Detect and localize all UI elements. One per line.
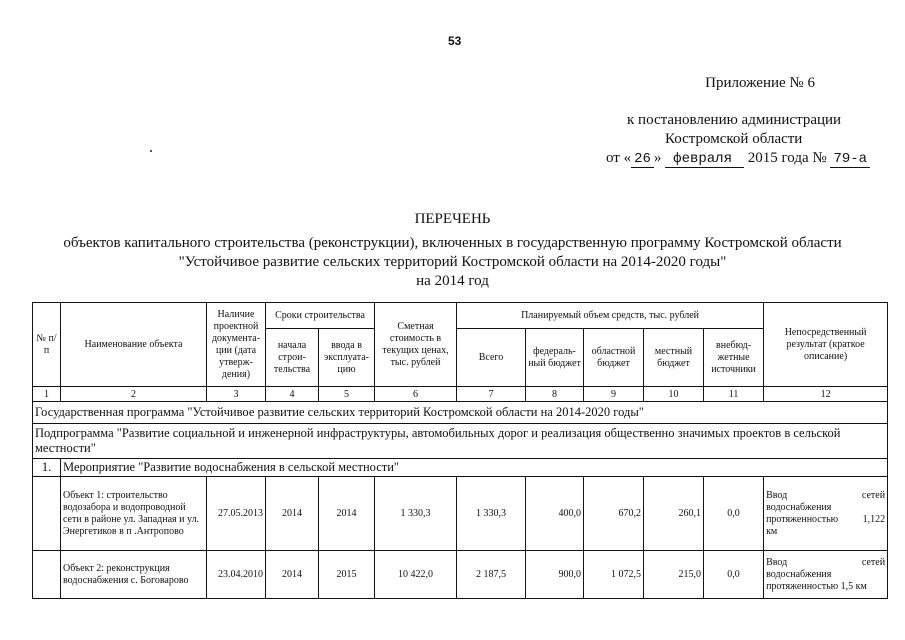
object-end: 2015 xyxy=(319,551,375,599)
object-result xyxy=(764,477,888,551)
object-cost: 10 422,0 xyxy=(375,551,457,599)
result-word: водоснабжения xyxy=(766,501,832,513)
col-number: 1 xyxy=(33,387,61,402)
header-result: Непосредственный результат (краткое описание) xyxy=(764,303,888,387)
object-extra: 0,0 xyxy=(704,551,764,599)
object-regional: 670,2 xyxy=(584,477,644,551)
result-word: 1,122 xyxy=(862,513,886,525)
table-row xyxy=(33,477,888,551)
object-doc-date: 23.04.2010 xyxy=(207,551,266,599)
date-month: февраля xyxy=(665,152,744,168)
date-mid: » xyxy=(653,150,662,166)
table-row xyxy=(33,551,888,599)
col-number: 7 xyxy=(457,387,526,402)
object-number xyxy=(33,477,61,551)
appendix-line-2: Костромской области xyxy=(665,131,803,147)
col-number: 6 xyxy=(375,387,457,402)
header-term-end: ввода в эксплуата-цию xyxy=(319,329,375,387)
header-regional: областной бюджет xyxy=(584,329,644,387)
program-row: Государственная программа "Устойчивое развитие сельских территорий Костромской области на 2014-2020 годы" xyxy=(33,402,888,424)
header-extra: внебюд-жетные источники xyxy=(704,329,764,387)
appendix-line-1: к постановлению администрации xyxy=(627,112,842,128)
result-word: км xyxy=(766,525,778,537)
result-word: сетей xyxy=(861,556,886,568)
result-word: Ввод xyxy=(766,489,788,501)
document-subtitle-2: "Устойчивое развитие сельских территорий Костромской области на 2014-2020 годы" xyxy=(178,254,727,270)
header-term-start: начала строи-тельства xyxy=(266,329,319,387)
measure-number: 1. xyxy=(33,459,61,477)
object-federal: 400,0 xyxy=(526,477,584,551)
object-federal: 900,0 xyxy=(526,551,584,599)
date-day: 26 xyxy=(631,152,654,168)
object-cost: 1 330,3 xyxy=(375,477,457,551)
object-number xyxy=(33,551,61,599)
object-start: 2014 xyxy=(266,551,319,599)
header-total: Всего xyxy=(457,329,526,387)
result-word: протяженностью xyxy=(766,513,839,525)
header-no: № п/п xyxy=(33,303,61,387)
result-word: сетей xyxy=(861,489,886,501)
document-subtitle-3: на 2014 год xyxy=(416,273,489,289)
object-name: Объект 2: реконструкция водоснабжения с. Боговарово xyxy=(61,551,207,599)
appendix-date-line xyxy=(606,150,870,168)
col-number: 4 xyxy=(266,387,319,402)
col-number: 5 xyxy=(319,387,375,402)
objects-table xyxy=(32,302,888,599)
col-number: 3 xyxy=(207,387,266,402)
date-prefix: от « xyxy=(606,150,632,166)
col-number: 10 xyxy=(644,387,704,402)
col-number: 9 xyxy=(584,387,644,402)
document-title: ПЕРЕЧЕНЬ xyxy=(414,211,491,227)
object-extra: 0,0 xyxy=(704,477,764,551)
document-subtitle-1: объектов капитального строительства (реконструкции), включенных в государственную программу Костромской области xyxy=(63,235,842,251)
header-federal: федераль-ный бюджет xyxy=(526,329,584,387)
header-name: Наименование объекта xyxy=(61,303,207,387)
object-total: 2 187,5 xyxy=(457,551,526,599)
result-word: протяженностью 1,5 км xyxy=(766,580,867,592)
object-doc-date: 27.05.2013 xyxy=(207,477,266,551)
measure-name: Мероприятие "Развитие водоснабжения в сельской местности" xyxy=(61,459,888,477)
speck xyxy=(150,150,152,152)
header-cost: Сметная стоимость в текущих ценах, тыс. рублей xyxy=(375,303,457,387)
col-number: 11 xyxy=(704,387,764,402)
col-number: 8 xyxy=(526,387,584,402)
date-year: 2015 года № xyxy=(747,150,827,166)
subprogram-row: Подпрограмма "Развитие социальной и инженерной инфраструктуры, автомобильных дорог и реализация общественно значимых проектов в сельской местности" xyxy=(33,424,888,459)
result-word: Ввод xyxy=(766,556,788,568)
col-number: 12 xyxy=(764,387,888,402)
object-start: 2014 xyxy=(266,477,319,551)
object-local: 215,0 xyxy=(644,551,704,599)
date-number: 79-а xyxy=(830,152,870,168)
object-regional: 1 072,5 xyxy=(584,551,644,599)
object-local: 260,1 xyxy=(644,477,704,551)
object-end: 2014 xyxy=(319,477,375,551)
object-total: 1 330,3 xyxy=(457,477,526,551)
header-planned: Планируемый объем средств, тыс. рублей xyxy=(457,303,764,329)
header-docs: Наличие проектной документа-ции (дата утверж-дения) xyxy=(207,303,266,387)
page-number: 53 xyxy=(448,34,462,48)
appendix-title: Приложение № 6 xyxy=(705,75,815,91)
col-number: 2 xyxy=(61,387,207,402)
header-local: местный бюджет xyxy=(644,329,704,387)
object-result xyxy=(764,551,888,599)
object-name: Объект 1: строительство водозабора и водопроводной сети в районе ул. Западная и ул. Энергетиков в п .Антропово xyxy=(61,477,207,551)
result-word: водоснабжения xyxy=(766,568,832,580)
header-terms: Сроки строительства xyxy=(266,303,375,329)
